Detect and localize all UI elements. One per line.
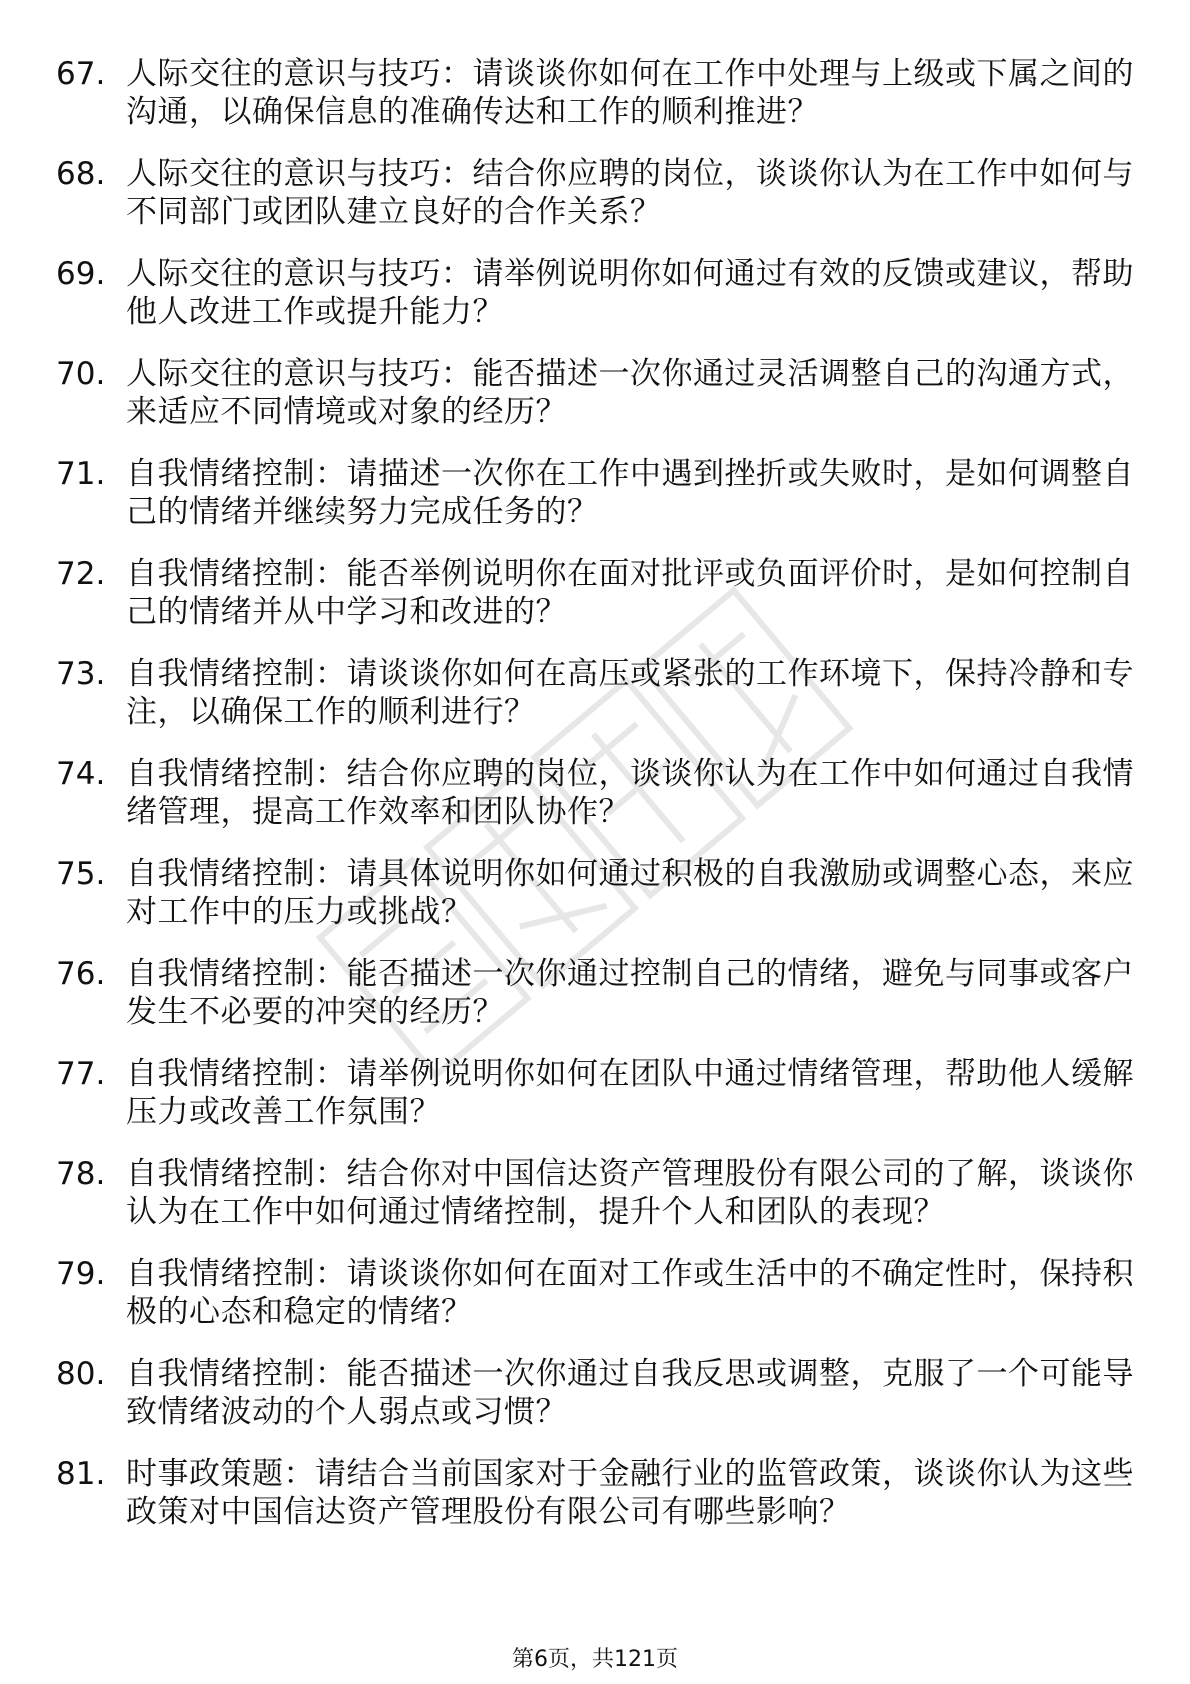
question-number: 72. [56, 556, 106, 592]
list-item [56, 1355, 1136, 1431]
list-item [56, 55, 1136, 131]
question-number: 74. [56, 756, 106, 792]
list-item [56, 355, 1136, 431]
question-text: 自我情绪控制：能否举例说明你在面对批评或负面评价时，是如何控制自己的情绪并从中学习和改进的？ [126, 556, 1134, 630]
question-number: 73. [56, 656, 106, 692]
list-item [56, 555, 1136, 631]
question-text: 人际交往的意识与技巧：请举例说明你如何通过有效的反馈或建议，帮助他人改进工作或提升能力？ [126, 256, 1134, 330]
question-list [56, 55, 1136, 1555]
question-text: 自我情绪控制：结合你应聘的岗位，谈谈你认为在工作中如何通过自我情绪管理，提高工作效率和团队协作？ [126, 756, 1134, 830]
question-number: 68. [56, 156, 106, 192]
list-item [56, 655, 1136, 731]
list-item [56, 1255, 1136, 1331]
question-number: 67. [56, 56, 106, 92]
question-text: 自我情绪控制：请具体说明你如何通过积极的自我激励或调整心态，来应对工作中的压力或挑战？ [126, 856, 1134, 930]
question-number: 69. [56, 256, 106, 292]
list-item [56, 155, 1136, 231]
question-number: 76. [56, 956, 106, 992]
question-number: 79. [56, 1256, 106, 1292]
list-item [56, 955, 1136, 1031]
question-text: 自我情绪控制：能否描述一次你通过自我反思或调整，克服了一个可能导致情绪波动的个人弱点或习惯？ [126, 1356, 1134, 1430]
question-number: 75. [56, 856, 106, 892]
question-text: 自我情绪控制：能否描述一次你通过控制自己的情绪，避免与同事或客户发生不必要的冲突的经历？ [126, 956, 1134, 1030]
question-text: 自我情绪控制：结合你对中国信达资产管理股份有限公司的了解，谈谈你认为在工作中如何通过情绪控制，提升个人和团队的表现？ [126, 1156, 1134, 1230]
question-text: 自我情绪控制：请谈谈你如何在面对工作或生活中的不确定性时，保持积极的心态和稳定的情绪？ [126, 1256, 1134, 1330]
list-item [56, 755, 1136, 831]
list-item [56, 255, 1136, 331]
question-text: 人际交往的意识与技巧：请谈谈你如何在工作中处理与上级或下属之间的沟通，以确保信息的准确传达和工作的顺利推进？ [126, 56, 1134, 130]
page-number-footer: 第6页，共121页 [512, 1647, 678, 1672]
question-text: 人际交往的意识与技巧：结合你应聘的岗位，谈谈你认为在工作中如何与不同部门或团队建立良好的合作关系？ [126, 156, 1134, 230]
question-number: 80. [56, 1356, 106, 1392]
question-number: 71. [56, 456, 106, 492]
question-text: 时事政策题：请结合当前国家对于金融行业的监管政策，谈谈你认为这些政策对中国信达资产管理股份有限公司有哪些影响？ [126, 1456, 1134, 1530]
list-item [56, 855, 1136, 931]
list-item [56, 1455, 1136, 1531]
question-text: 自我情绪控制：请谈谈你如何在高压或紧张的工作环境下，保持冷静和专注，以确保工作的顺利进行？ [126, 656, 1134, 730]
list-item [56, 1155, 1136, 1231]
question-number: 77. [56, 1056, 106, 1092]
question-number: 70. [56, 356, 106, 392]
question-text: 自我情绪控制：请描述一次你在工作中遇到挫折或失败时，是如何调整自己的情绪并继续努力完成任务的？ [126, 456, 1134, 530]
question-text: 人际交往的意识与技巧：能否描述一次你通过灵活调整自己的沟通方式，来适应不同情境或对象的经历？ [126, 356, 1134, 430]
list-item [56, 455, 1136, 531]
question-text: 自我情绪控制：请举例说明你如何在团队中通过情绪管理，帮助他人缓解压力或改善工作氛围？ [126, 1056, 1134, 1130]
list-item [56, 1055, 1136, 1131]
question-number: 78. [56, 1156, 106, 1192]
question-number: 81. [56, 1456, 106, 1492]
